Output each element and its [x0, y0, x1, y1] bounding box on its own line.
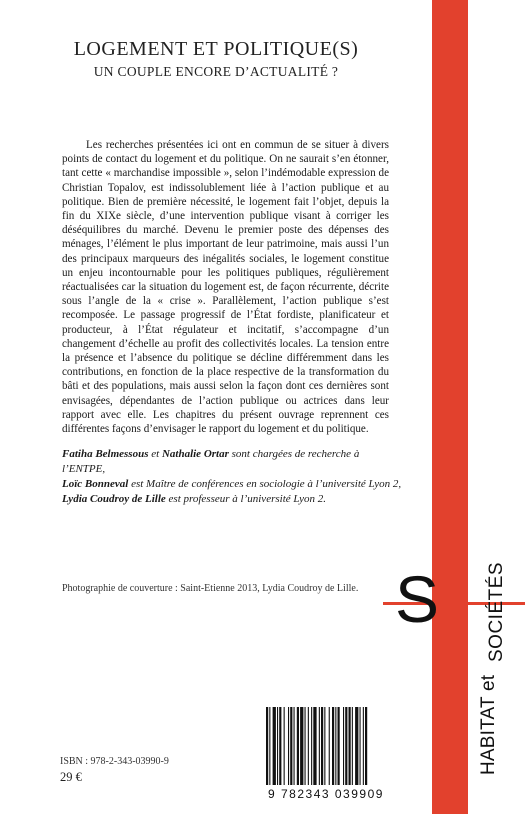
- book-title: LOGEMENT ET POLITIQUE(S): [73, 38, 359, 60]
- price-label: 29 €: [60, 770, 82, 784]
- back-cover-summary: Les recherches présentées ici ont en commun de se situer à divers points de contact du logement et du politique. On ne saurait s’en étonner, tant cette « marchandise impossible », selon l’indémodable expression de Christian Topalov, est indissolublement liée à l’action publique et au politique. Bien de première nécessité, le logement fait l’objet, depuis la fin du XIXe siècle, d’une intervention publique visant à corriger les déséquilibres du marché. Devenu le premier poste des dépenses des ménages, l’élément le plus important de leur patrimoine, mais aussi l’un des principaux marqueurs des inégalités sociales, le logement constitue un enjeu incontournable pour les politiques publiques, régulièrement réactualisées car la situation du logement est, de façon récurrente, décrite sous l’angle de la « crise ». Parallèlement, l’action publique s’est recomposée. Le passage progressif de l’État fordiste, planificateur et producteur, à l’État régulateur et incitatif, s’accompagne d’un changement d’échelle au profit des collectivités locales. La tension entre la présence et l’absence du politique se décline différemment dans les contributions, en fonction de la place respective de la transformation du bâti et des populations, mais aussi selon la façon dont ces dernières sont envisagées, dépendantes de l’action publique ou actrices dans leur rapport avec elle. Les chapitres du présent ouvrage reprennent ces différentes façons d’envisager le rapport du logement et du politique.: [62, 139, 389, 436]
- author-role: est professeur à l’université Lyon 2.: [165, 493, 327, 505]
- author-name: Lydia Coudroy de Lille: [62, 493, 166, 505]
- author-name: Nathalie Ortar: [161, 448, 229, 460]
- author-bios: [62, 447, 402, 507]
- book-subtitle: UN COUPLE ENCORE D’ACTUALITÉ ?: [93, 64, 339, 79]
- author-role: est Maître de conférences en sociologie à l’université Lyon 2,: [128, 478, 402, 490]
- photo-credit: Photographie de couverture : Saint-Etienne 2013, Lydia Coudroy de Lille.: [62, 583, 359, 594]
- author-name: Loïc Bonneval: [62, 478, 129, 490]
- collection-logo-letter: S: [395, 562, 440, 636]
- author-connector: et: [148, 448, 162, 460]
- author-role: sont chargées de recherche à l’ENTPE,: [62, 448, 360, 475]
- author-name: Fatiha Belmessous: [62, 448, 149, 460]
- collection-name-habitat: HABITAT et: [478, 674, 499, 775]
- barcode-icon: [260, 705, 410, 797]
- collection-name-societes: SOCIÉTÉS: [486, 561, 507, 662]
- collection-band: [432, 0, 468, 814]
- barcode-number: 9 782343 039909: [268, 787, 384, 801]
- isbn-label: ISBN : 978-2-343-03990-9: [60, 756, 169, 767]
